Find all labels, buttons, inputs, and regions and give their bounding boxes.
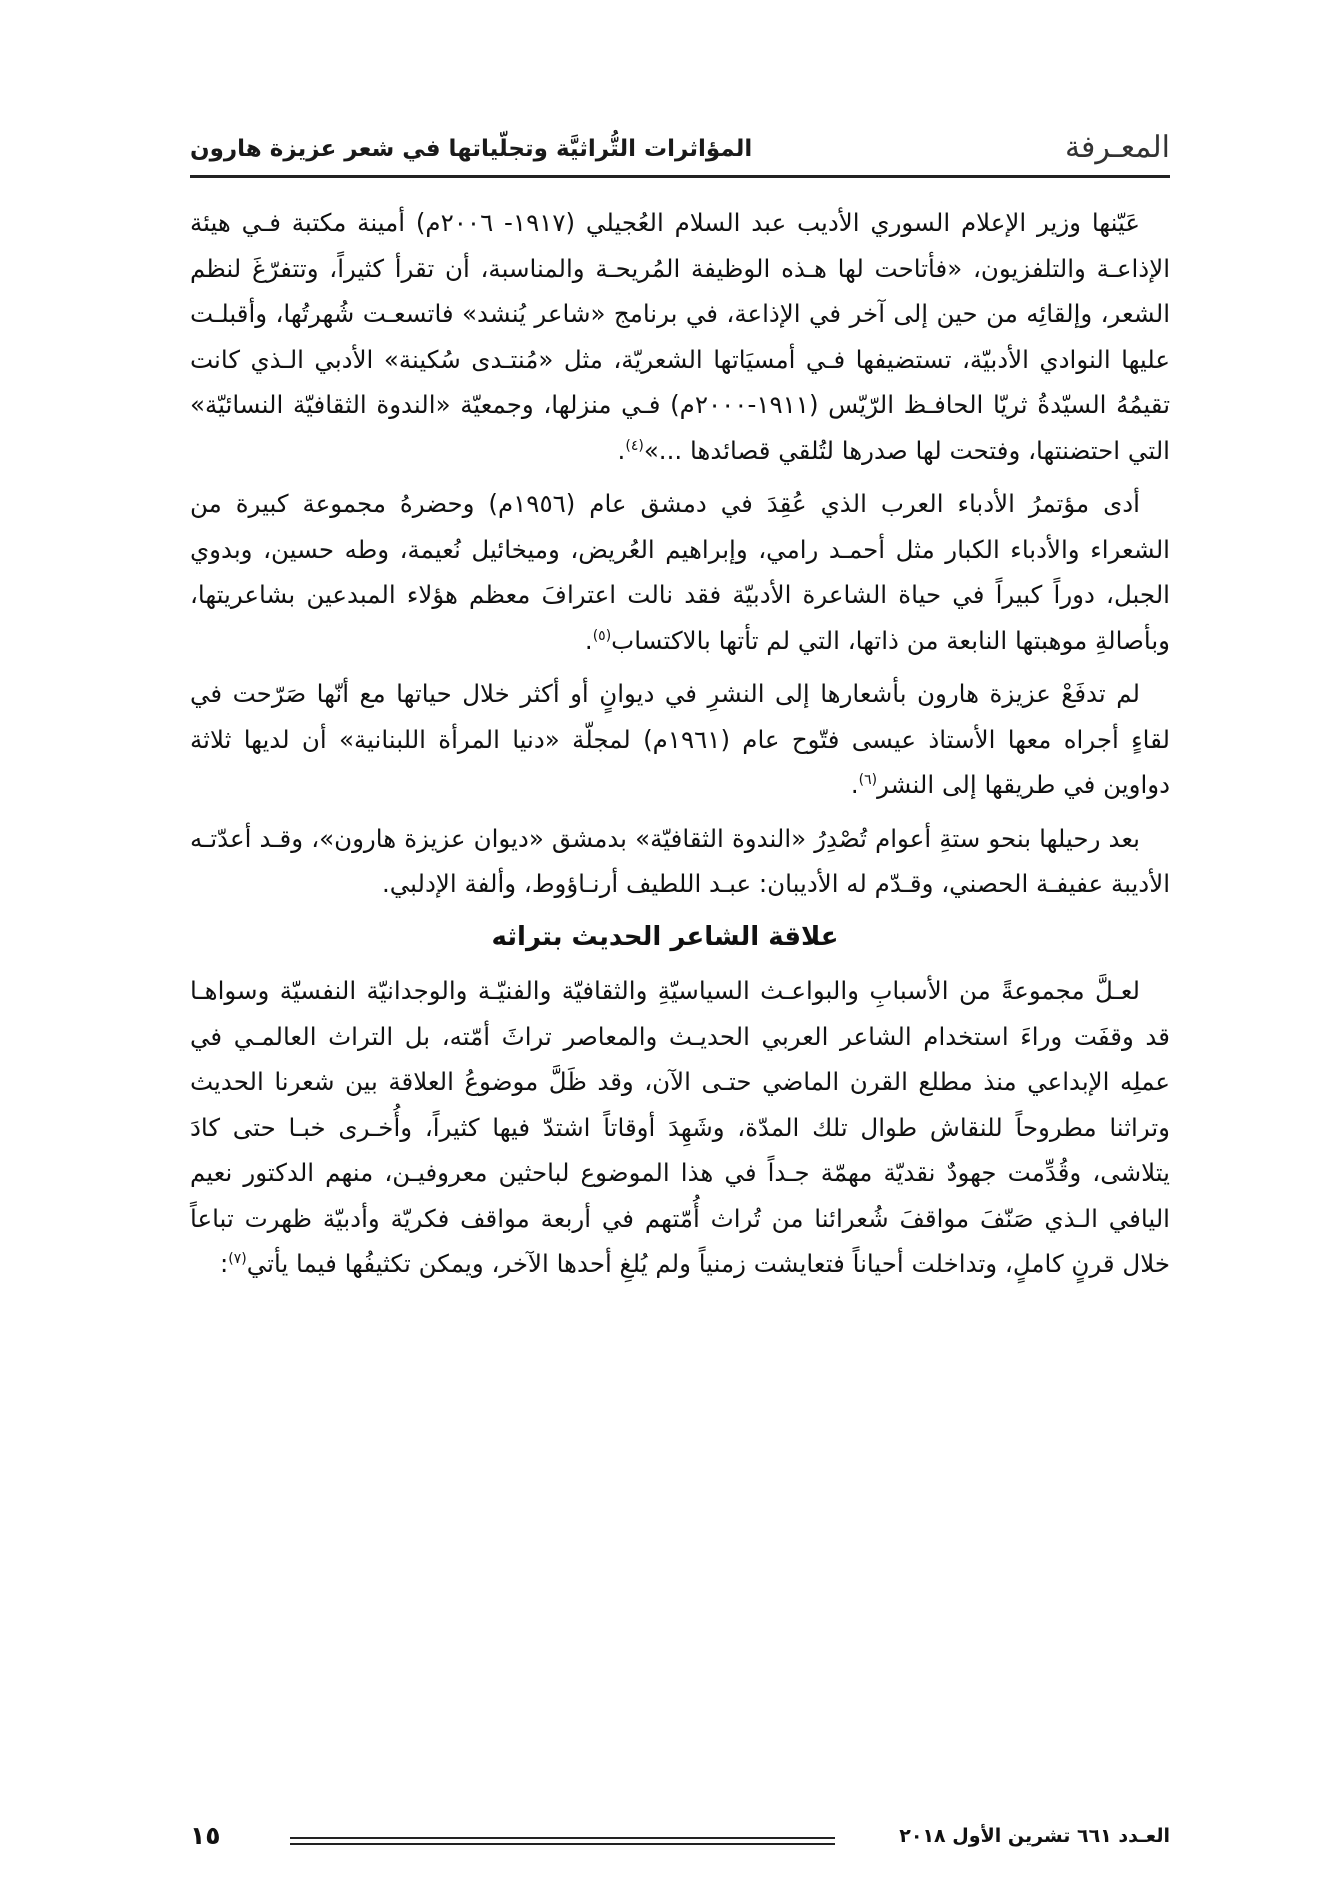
paragraph: بعد رحيلها بنحو ستةِ أعوام تُصْدِرُ «الندوة الثقافيّة» بدمشق «ديوان عزيزة هارون»، وقـد أعدّتـه الأديبة عفيفـة الحصني، وقـدّم له الأديبان: عبـد اللطيف أرنـاؤوط، وألفة الإدلبي.	[190, 823, 1170, 898]
page-header	[190, 130, 1170, 170]
footnote-ref: (٥)	[592, 627, 612, 644]
section-heading: علاقة الشاعر الحديث بتراثه	[491, 921, 839, 952]
page-number: ١٥	[190, 1821, 221, 1850]
paragraph: أدى مؤتمرُ الأدباء العرب الذي عُقِدَ في دمشق عام (١٩٥٦م) وحضرهُ مجموعة كبيرة من الشعراء والأدباء الكبار مثل أحمـد رامي، وإبراهيم العُريض، وميخائيل نُعيمة، وطه حسين، وبدوي الجبل، دوراً كبيراً في حياة الشاعرة الأدبيّة فقد نالت اعترافَ معظم هؤلاء المبدعين بشاعريتها، وبأصالةِ موهبتها النابعة من ذاتها، التي لم تأتها بالاكتساب$^{(٥)}$.	[190, 489, 1170, 655]
footnote-ref: (٧)	[228, 1250, 247, 1267]
footnote-ref: (٤)	[625, 437, 644, 454]
footnote-ref: (٦)	[858, 771, 878, 788]
running-title: المؤاثرات التُّراثيَّة وتجلّياتها في شعر عزيزة هارون	[190, 136, 753, 162]
paragraph: عَيّنها وزير الإعلام السوري الأديب عبد السلام العُجيلي (١٩١٧- ٢٠٠٦م) أمينة مكتبة فـي هيئة الإذاعـة والتلفزيون، «فأتاحت لها هـذه الوظيفة المُريحـة والمناسبة، أن تقرأ كثيراً، وتتفرّغَ لنظم الشعر، وإلقائِه من حين إلى آخر في الإذاعة، في برنامج «شاعر يُنشد» فاتسعـت شُهرتُها، وأقبلـت عليها النوادي الأدبيّة، تستضيفها فـي أمسيَاتها الشعريّة، مثل «مُنتـدى سُكينة» الأدبي الـذي كانت تقيمُهُ السيّدةُ ثريّا الحافـظ الرّيّس (١٩١١-٢٠٠٠م) فـي منزلها، وجمعيّة «الندوة الثقافيّة النسائيّة» التي احتضنتها، وفتحت لها صدرها لتُلقي قصائدها ...»$^{(٤)}$.	[190, 208, 1171, 465]
header-divider	[190, 175, 1170, 178]
journal-logo: المعـرفة	[1064, 130, 1170, 165]
article-body	[190, 200, 1170, 1295]
paragraph: لم تدفَعْ عزيزة هارون بأشعارها إلى النشرِ في ديوانٍ أو أكثر خلال حياتها مع أنّها صَرّحت في لقاءٍ أجراه معها الأستاذ عيسى فتّوح عام (١٩٦١م) لمجلّة «دنيا المرأة اللبنانية» أن لديها ثلاثة دواوين في طريقها إلى النشر$^{(٦)}$.	[190, 679, 1170, 799]
page-footer	[190, 1821, 1170, 1865]
footer-divider	[290, 1837, 835, 1845]
paragraph: لعـلَّ مجموعةً من الأسبابِ والبواعـث السياسيّةِ والثقافيّة والفنيّـة والوجدانيّة النفسيّة وسواهـا قد وقفَت وراءَ استخدام الشاعر العربي الحديـث والمعاصر تراثَ أمّته، بل التراث العالمـي في عملِه الإبداعي منذ مطلع القرن الماضي حتـى الآن، وقد ظَلَّ موضوعُ العلاقة بين شعرنا الحديث وتراثنا مطروحاً للنقاش طوال تلك المدّة، وشَهِدَ أوقاتاً اشتدّ فيها كثيراً، وأُخـرى خبـا حتى كادَ يتلاشى، وقُدِّمت جهودٌ نقديّة مهمّة جـداً في هذا الموضوع لباحثين معروفيـن، منهم الدكتور نعيم اليافي الـذي صَنّفَ مواقفَ شُعرائنا من تُراث أُمّتهم في أربعة مواقف فكريّة وأدبيّة ظهرت تباعاً خلال قرنٍ كاملٍ، وتداخلت أحياناً فتعايشت زمنياً ولم يُلغِ أحدها الآخر، ويمكن تكثيفُها فيما يأتي$^{(٧)}$:	[190, 976, 1170, 1278]
issue-info: العـدد ٦٦١ تشرين الأول ٢٠١٨	[899, 1825, 1170, 1847]
